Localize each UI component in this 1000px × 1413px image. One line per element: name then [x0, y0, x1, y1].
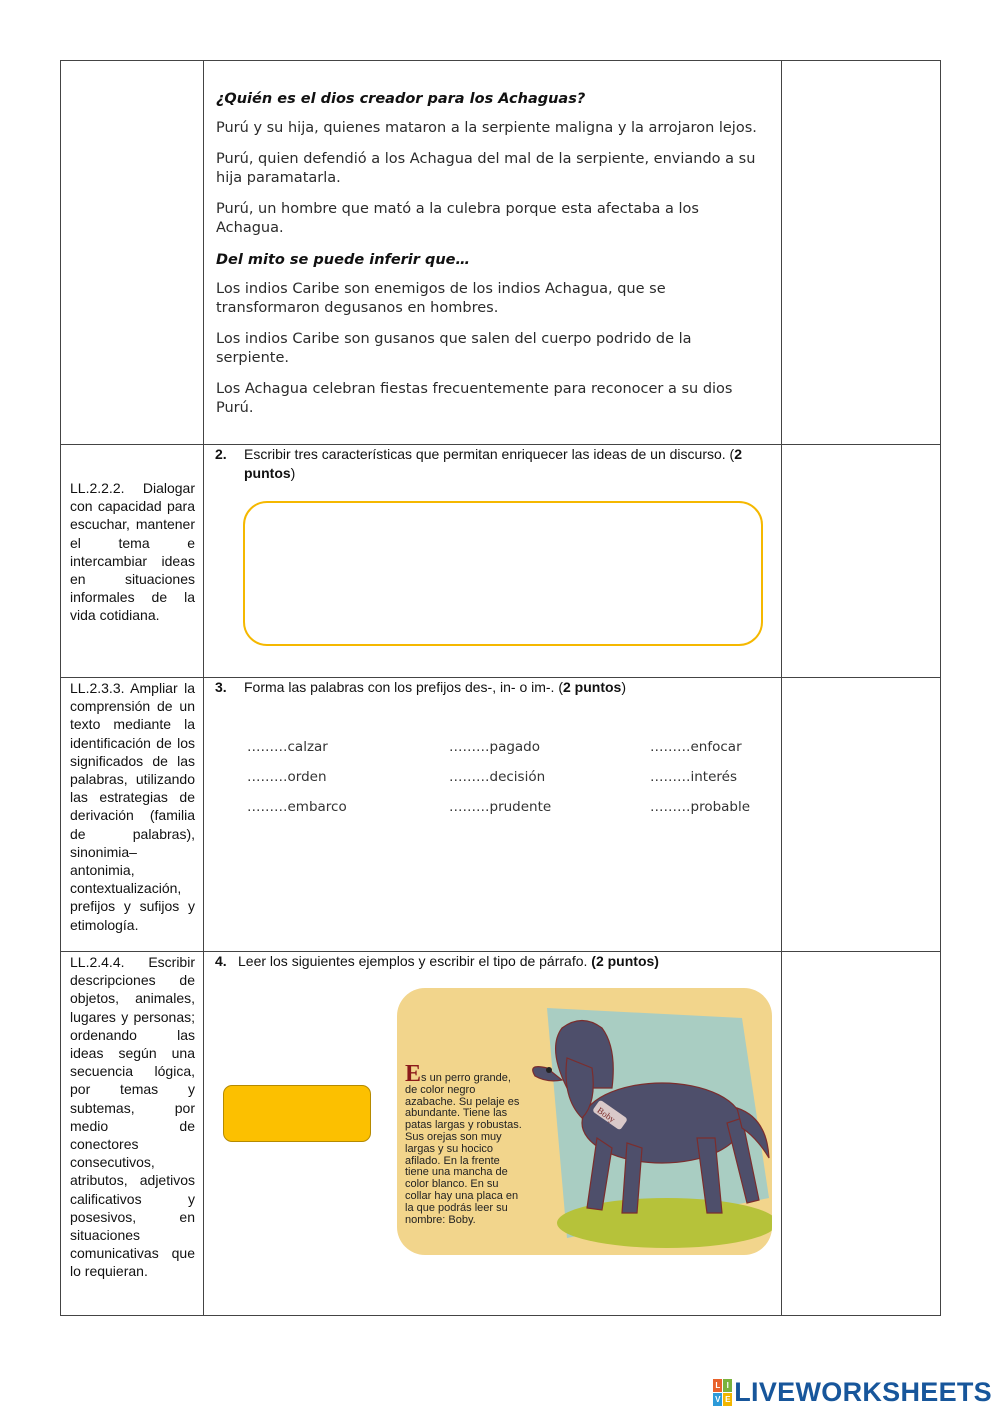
question-image-block: [216, 91, 761, 430]
prefix-word[interactable]: ………enfocar: [650, 739, 742, 755]
instruction-end: ): [290, 465, 296, 481]
question-instruction: [244, 678, 774, 697]
logo-letter: L: [713, 1379, 722, 1392]
points-label: 2 puntos: [244, 446, 743, 481]
prefix-word[interactable]: ………embarco: [247, 799, 347, 815]
column-divider: [203, 61, 204, 1315]
prefix-word[interactable]: ………calzar: [247, 739, 328, 755]
liveworksheets-logo: [713, 1377, 992, 1408]
question-number: 2.: [215, 446, 227, 462]
prefix-word[interactable]: ………interés: [650, 769, 737, 785]
collar-tag-text: Boby: [595, 1105, 618, 1125]
option-text: Los indios Caribe son enemigos de los indios Achagua, que se transformaron degusanos en hombres.: [216, 281, 666, 316]
logo-icon: [713, 1379, 732, 1406]
question-number: 4.: [215, 953, 227, 969]
points-label: (2 puntos): [591, 953, 659, 969]
description-body: s un perro grande, de color negro azabache. Su pelaje es abundante. Tiene las patas largas y robustas. Sus orejas son muy largas y su hocico afilado. En la frente tiene una mancha de color blanco. En su collar hay una placa en la que podrás leer su nombre: Boby.: [405, 1072, 522, 1226]
instruction-text: Forma las palabras con los prefijos des-, in- o im-. (: [244, 679, 563, 695]
question-instruction: [238, 952, 768, 971]
answer-text-box[interactable]: [243, 501, 763, 646]
dog-description-text: [405, 1061, 525, 1226]
dog-description-card: [397, 988, 772, 1255]
answer-input-box[interactable]: [223, 1085, 371, 1142]
instruction-end: ): [621, 679, 627, 695]
logo-letter: E: [725, 1395, 731, 1404]
instruction-text: Escribir tres características que permitan enriquecer las ideas de un discurso. (: [244, 446, 735, 462]
prefix-word[interactable]: ………probable: [650, 799, 751, 815]
option-text: Los Achagua celebran fiestas frecuentemente para reconocer a su dios Purú.: [216, 381, 733, 416]
column-divider: [781, 61, 782, 1315]
option-text: Purú, quien defendió a los Achagua del mal de la serpiente, enviando a su hija paramatarla.: [216, 151, 756, 186]
skill-text: LL.2.4.4. Escribir descripciones de objetos, animales, lugares y personas; ordenando las ideas según una secuencia lógica, por temas y subtemas, por medio de conectores consecutivos, atributos, adjetivos calificativos y posesivos, en situaciones comunicativas que lo requieran.: [70, 954, 195, 1280]
question-title-2: Del mito se puede inferir que…: [216, 252, 471, 268]
worksheet-table: [60, 60, 941, 1316]
logo-letter: I: [723, 1379, 732, 1392]
question-instruction: [244, 445, 774, 483]
prefix-word[interactable]: ………orden: [247, 769, 327, 785]
prefix-word[interactable]: ………prudente: [449, 799, 552, 815]
skill-text: LL.2.3.3. Ampliar la comprensión de un texto mediante la identificación de los significados de las palabras, utilizando las estrategias de derivación (familia de palabras), sinonimia–antonimia, contextualización, prefijos y sufijos y etimología.: [70, 680, 195, 933]
option-text: Los indios Caribe son gusanos que salen del cuerpo podrido de la serpiente.: [216, 331, 692, 366]
option-text: Purú y su hija, quienes mataron a la serpiente maligna y la arrojaron lejos.: [216, 120, 757, 136]
prefix-word[interactable]: ………pagado: [449, 739, 541, 755]
dog-nose: [546, 1067, 552, 1073]
question-title: ¿Quién es el dios creador para los Achaguas?: [216, 91, 586, 107]
prefix-word[interactable]: ………decisión: [449, 769, 546, 785]
logo-text: LIVEWORKSHEETS: [734, 1377, 992, 1407]
option-text: Purú, un hombre que mató a la culebra porque esta afectaba a los Achagua.: [216, 201, 699, 236]
instruction-text: Leer los siguientes ejemplos y escribir el tipo de párrafo.: [238, 953, 588, 969]
points-label: 2 puntos: [563, 679, 622, 695]
question-number: 3.: [215, 679, 227, 695]
logo-letter: V: [715, 1395, 721, 1404]
skill-text: LL.2.2.2. Dialogar con capacidad para escuchar, mantener el tema e intercambiar ideas en situaciones informales de la vida cotidiana.: [70, 480, 195, 624]
dropcap-letter: E: [405, 1061, 422, 1087]
